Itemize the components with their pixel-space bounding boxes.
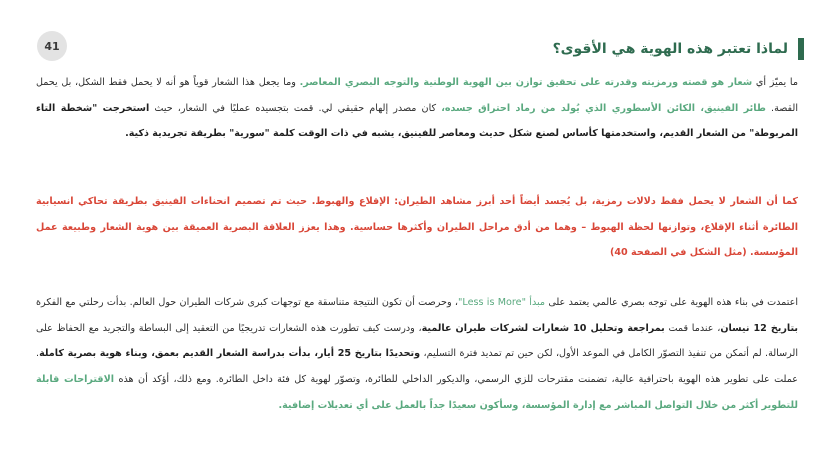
paragraph-1 (36, 70, 798, 174)
text-run: اعتمدت في بناء هذه الهوية على توجه بصري عالمي يعتمد على (545, 297, 799, 308)
text-run: طائر الفينيق، الكائن الأسطوري الذي يُولد من رماد احتراق جسده، (441, 102, 766, 114)
text-run: بمراجعة وتحليل 10 شعارات لشركات طيران عالمية (421, 322, 665, 334)
text-run: وتحديدًا بتاريخ 25 أيار، بدأت بدراسة الشعار القديم بعمق، وبناء هوية بصرية كاملة (39, 348, 421, 360)
text-run: ، ودرست كيف تطورت هذه الشعارات تدريجيًا من التعقيد إلى البساطة والتجريد مع الحفاظ على الرسالة. لم أتمكن من تنفيذ التصوّر الكامل في الموعد الأول، لكن حين تم تمديد فترة التسليم، (36, 322, 798, 360)
text-run: ما يميّز أي (752, 77, 798, 88)
text-run: بتاريخ 12 نيسان (720, 322, 798, 334)
text-run: . عملت على تطوير هذه الهوية باحترافية عالية، تضمنت مقترحات للزي الرسمي، والديكور الداخلي للطائرة، وتصوّر لهوية كل فئة داخل الطائرة. ومع ذلك، أؤكد أن هذه (36, 348, 799, 386)
text-run: الاقتراحات قابلة للتطوير أكثر من خلال التواصل المباشر مع إدارة المؤسسة، وسأكون سعيدًا جداً بالعمل على أي تعديلات إضافية. (36, 374, 798, 411)
text-run: شعار هو قصته ورمزيته وقدرته على تحقيق توازن بين الهوية الوطنية والتوجه البصري المعاصر. (299, 77, 753, 88)
page-number-badge: 41 (37, 31, 67, 61)
text-run: استخرجت "شخطة التاء المربوطة" من الشعار القديم، واستخدمتها كأساس لصنع شكل حديث ومعاصر للفينيق، يشبه في ذات الوقت كلمة "سورية" بطريقة تجريدية ذكية. (36, 102, 798, 140)
text-run: ، وحرصت أن تكون النتيجة متناسقة مع توجهات كبرى شركات الطيران حول العالم. بدأت رحلتي مع الفكرة (36, 297, 458, 308)
body-text (36, 70, 798, 419)
title-accent-bar (798, 38, 804, 60)
text-run: وما يجعل هذا الشعار قوياً هو أنه لا يحمل فقط الشكل، بل يحمل القصة. (36, 77, 798, 114)
section-title: لماذا تعتبر هذه الهوية هي الأقوى؟ (552, 41, 788, 57)
text-run: ، عندما قمت (664, 322, 721, 334)
section-header (553, 37, 804, 61)
text-run: كان مصدر إلهام حقيقي لي. قمت بتجسيده عمليًا في الشعار، حيث (149, 102, 442, 114)
text-run: مبدأ "Less is More" (458, 297, 546, 308)
paragraph-2: كما أن الشعار لا يحمل فقط دلالات رمزية، بل يُجسد أيضاً أحد أبرز مشاهد الطيران: الإقلاع والهبوط. حيث تم تصميم انحناءات الفينيق بطريقة تحاكي انسيابية الطائرة أثناء الإقلاع، وتوازنها لحظة الهبوط – وهما من أدق مراحل الطيران وأكثرها حساسية. وهذا يعزز العلاقة البصرية العميقة بين هوية الشعار وطبيعة عمل المؤسسة. (مثل الشكل في الصفحة 40) (36, 196, 798, 259)
paragraph-3 (36, 290, 798, 419)
